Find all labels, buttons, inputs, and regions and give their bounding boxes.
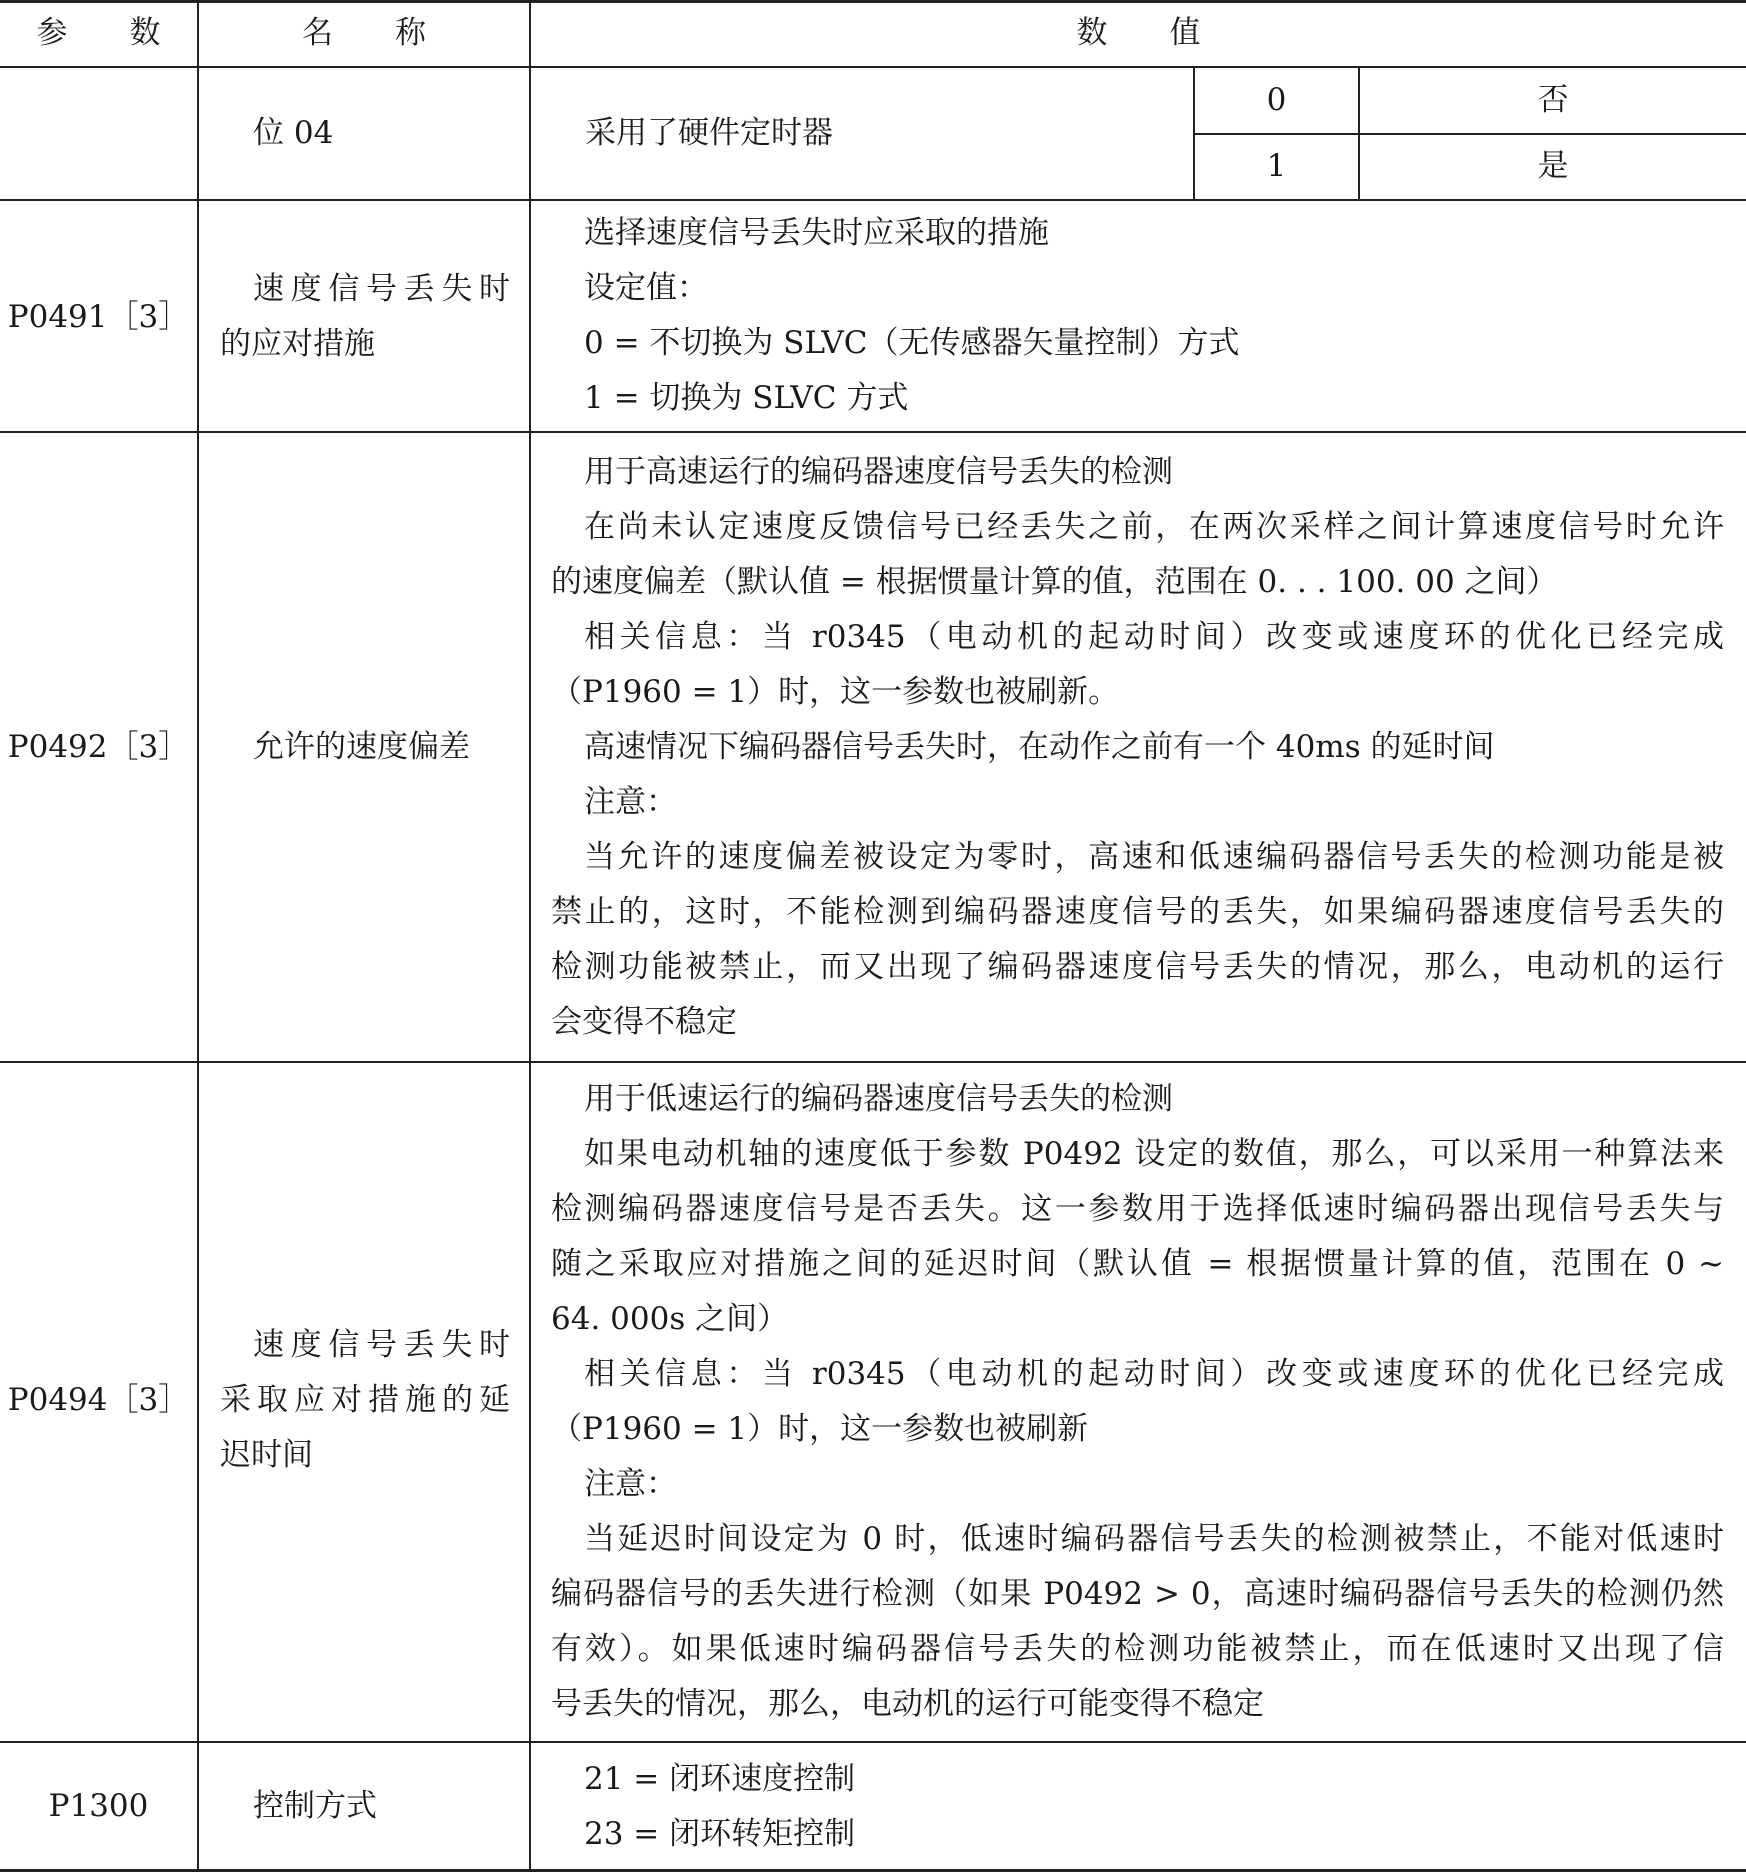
value-line: 检测功能被禁止，而又出现了编码器速度信号丢失的情况，那么，电动机的运行 bbox=[551, 949, 1724, 985]
value-line: 相关信息：当 r0345（电动机的起动时间）改变或速度环的优化已经完成 bbox=[584, 1356, 1724, 1392]
name-line: 速度信号丢失时 bbox=[253, 1327, 510, 1363]
value-line: 1 = 切换为 SLVC 方式 bbox=[584, 380, 909, 416]
value-line: 号丢失的情况，那么，电动机的运行可能变得不稳定 bbox=[551, 1686, 1264, 1722]
value-line: 检测编码器速度信号是否丢失。这一参数用于选择低速时编码器出现信号丢失与 bbox=[551, 1191, 1724, 1227]
name-line: 速度信号丢失时 bbox=[253, 271, 510, 307]
name-line: 迟时间 bbox=[220, 1437, 313, 1473]
value-line: （P1960 = 1）时，这一参数也被刷新 bbox=[551, 1411, 1089, 1447]
name-line: 的应对措施 bbox=[220, 326, 375, 362]
param-name: 控制方式 bbox=[253, 1788, 377, 1824]
bit-option-code: 0 bbox=[1266, 82, 1287, 118]
bit-option-code: 1 bbox=[1266, 148, 1287, 184]
value-line: 设定值： bbox=[584, 270, 708, 306]
param-value bbox=[551, 206, 1724, 426]
param-code: P0492［3］ bbox=[7, 729, 190, 765]
value-line: 21 = 闭环速度控制 bbox=[584, 1761, 856, 1797]
value-line: 会变得不稳定 bbox=[551, 1004, 737, 1040]
param-value bbox=[551, 1072, 1724, 1732]
value-line: 0 = 不切换为 SLVC（无传感器矢量控制）方式 bbox=[584, 325, 1240, 361]
row-rule bbox=[0, 431, 1746, 433]
value-line: 如果电动机轴的速度低于参数 P0492 设定的数值，那么，可以采用一种算法来 bbox=[584, 1136, 1724, 1172]
value-line: 64. 000s 之间） bbox=[551, 1301, 789, 1337]
name-line: 采取应对措施的延 bbox=[220, 1382, 510, 1418]
column-rule bbox=[197, 0, 199, 1872]
bit-name: 位 04 bbox=[253, 115, 334, 151]
column-rule bbox=[529, 0, 531, 1872]
row-rule bbox=[0, 1741, 1746, 1743]
value-line: 当允许的速度偏差被设定为零时，高速和低速编码器信号丢失的检测功能是被 bbox=[584, 839, 1724, 875]
param-name: 允许的速度偏差 bbox=[253, 729, 470, 765]
value-line: 编码器信号的丢失进行检测（如果 P0492 > 0，高速时编码器信号丢失的检测仍然 bbox=[551, 1576, 1724, 1612]
param-code: P0491［3］ bbox=[7, 299, 190, 335]
row-rule bbox=[0, 1061, 1746, 1063]
value-line: 随之采取应对措施之间的延迟时间（默认值 = 根据惯量计算的值，范围在 0 ~ bbox=[551, 1246, 1724, 1282]
header-param: 参 数 bbox=[36, 15, 161, 51]
param-code: P1300 bbox=[48, 1788, 149, 1824]
header-name: 名 称 bbox=[302, 15, 426, 51]
value-line: 23 = 闭环转矩控制 bbox=[584, 1816, 856, 1852]
value-line: 选择速度信号丢失时应采取的措施 bbox=[584, 215, 1049, 251]
value-line: 当延迟时间设定为 0 时，低速时编码器信号丢失的检测被禁止，不能对低速时 bbox=[584, 1521, 1724, 1557]
row-rule bbox=[0, 199, 1746, 201]
header-rule bbox=[0, 66, 1746, 68]
value-line: 注意： bbox=[584, 1466, 677, 1502]
header-value: 数 值 bbox=[1076, 15, 1201, 51]
param-value bbox=[551, 445, 1724, 1050]
value-line: 相关信息：当 r0345（电动机的起动时间）改变或速度环的优化已经完成 bbox=[584, 619, 1724, 655]
bit-option-divider bbox=[1193, 133, 1746, 135]
param-value bbox=[551, 1752, 1724, 1862]
value-line: （P1960 = 1）时，这一参数也被刷新。 bbox=[551, 674, 1120, 710]
table-top-rule bbox=[0, 0, 1746, 3]
value-line: 用于高速运行的编码器速度信号丢失的检测 bbox=[584, 454, 1173, 490]
value-line: 在尚未认定速度反馈信号已经丢失之前，在两次采样之间计算速度信号时允许 bbox=[584, 509, 1724, 545]
value-line: 禁止的，这时，不能检测到编码器速度信号的丢失，如果编码器速度信号丢失的 bbox=[551, 894, 1724, 930]
param-name bbox=[220, 1318, 510, 1483]
value-line: 注意： bbox=[584, 784, 677, 820]
param-name bbox=[220, 262, 510, 372]
table-bottom-rule bbox=[0, 1869, 1746, 1872]
param-code: P0494［3］ bbox=[7, 1382, 190, 1418]
value-line: 高速情况下编码器信号丢失时，在动作之前有一个 40ms 的延时间 bbox=[584, 729, 1495, 765]
bit-option-label: 否 bbox=[1537, 82, 1569, 118]
value-line: 的速度偏差（默认值 = 根据惯量计算的值，范围在 0. . . 100. 00 之间） bbox=[551, 564, 1558, 600]
value-line: 有效）。如果低速时编码器信号丢失的检测功能被禁止，而在低速时又出现了信 bbox=[551, 1631, 1724, 1667]
value-line: 用于低速运行的编码器速度信号丢失的检测 bbox=[584, 1081, 1173, 1117]
bit-option-label: 是 bbox=[1537, 148, 1569, 184]
bit-desc: 采用了硬件定时器 bbox=[585, 115, 833, 151]
